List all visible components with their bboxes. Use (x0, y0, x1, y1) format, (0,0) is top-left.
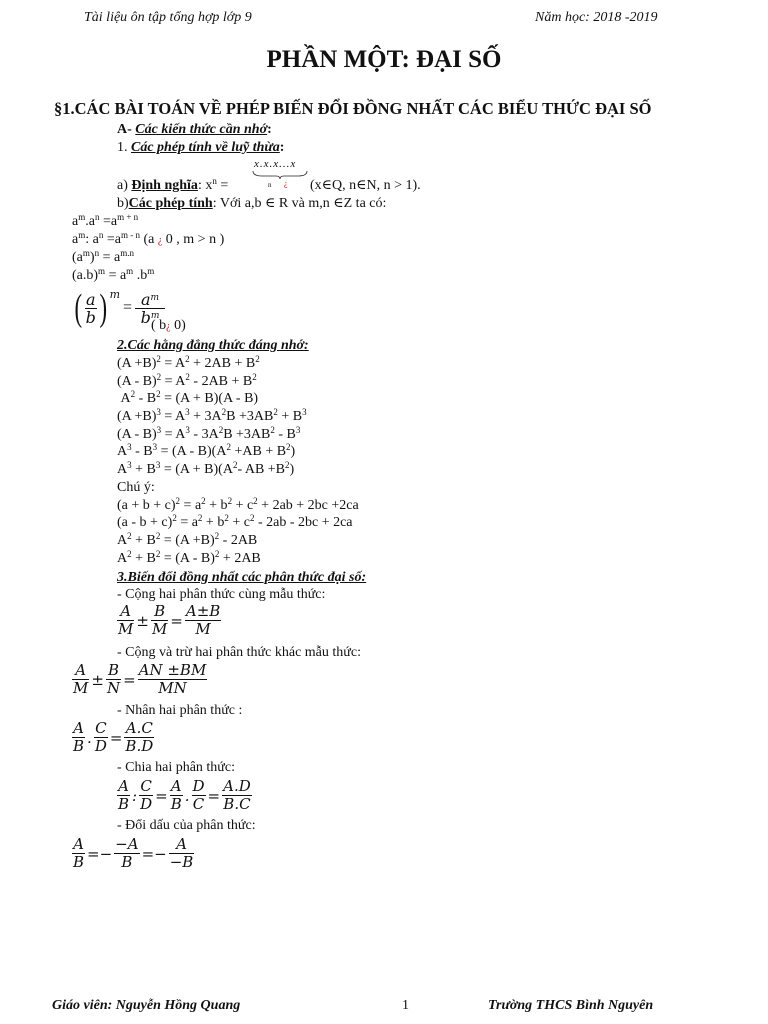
definition-condition: (x∈Q, n∈N, n > 1). (310, 178, 421, 193)
identity-line: $(a - b + c)^2 = a^2 + b^2 + c^2 - 2ab - 2bc + 2ca$ (117, 513, 353, 531)
identity-line: $A^2 + B^2 = (A - B)^2 + 2AB$ (117, 548, 261, 566)
footer-teacher: Giáo viên: Nguyễn Hồng Quang (52, 998, 241, 1013)
identity-line: $A^3 - B^3 = (A - B)(A^2 +AB + B^2)$ (117, 442, 296, 460)
identity-line: Chú ý: (117, 479, 155, 495)
identity-line: $A^2 + B^2 = (A +B)^2 - 2AB$ (117, 530, 258, 548)
sign-label: - Đổi dấu của phân thức: (117, 818, 256, 833)
mul-label: - Nhân hai phân thức : (117, 703, 243, 718)
sub1-heading: 1. Các phép tính về luỹ thừa: (117, 140, 285, 155)
identity-line: $A^3 + B^3 = (A + B)(A^2-$ AB $+B^2$) (117, 460, 295, 478)
sub3-heading: 3.Biến đổi đồng nhất các phân thức đại số: (117, 570, 367, 585)
part-a-heading: A- Các kiến thức cần nhớ: (117, 122, 272, 137)
div-label: - Chia hai phân thức: (117, 760, 236, 775)
diff-denom-label: - Cộng và trừ hai phân thức khác mẫu thức: (117, 645, 361, 660)
footer-page-number: 1 (402, 998, 409, 1013)
identity-line: $(A +B)^2 = A^2 + 2AB + B^2$ (117, 354, 260, 371)
div-formula: $\frac{A}{B}$ : $\frac{C}{D}$ = $\frac{A}{B}$ . $\frac{D}{C}$ = $\frac{A.D}{B.C}$ (118, 777, 251, 813)
identity-list (117, 356, 359, 568)
power-rule-5-condition: ( b¿ 0) (151, 318, 186, 333)
same-denom-label: - Cộng hai phân thức cùng mẫu thức: (117, 587, 326, 602)
ops-heading: b)Các phép tính: Với a,b ∈ R và m,n ∈Z ta có: (117, 196, 387, 211)
header-left: Tài liệu ôn tập tổng hợp lớp 9 (84, 10, 252, 25)
sign-formula: $\frac{A}{B}$ =− $\frac{-A}{B}$ =− $\frac{A}{-B}$ (73, 835, 194, 871)
same-denom-formula: $\frac{A}{M}$ ± $\frac{B}{M}$ = $\frac{A\pm B}{M}$ (118, 602, 221, 638)
identity-line: $(A +B)^3 = A^3 + 3A^2B +3AB^2 + B^3$ (117, 407, 307, 425)
definition-line: a) Định nghĩa: $x^n$ = (117, 176, 229, 193)
identity-line: $(A - B)^3 = A^3 - 3A^2B +3AB^2 - B^3$ (117, 424, 301, 442)
section-title: §1.CÁC BÀI TOÁN VỀ PHÉP BIẾN ĐỔI ĐỒNG NHẤT CÁC BIỂU THỨC ĐẠI SỐ (54, 99, 652, 118)
brace-n: n (268, 181, 272, 189)
underbrace-icon (252, 170, 308, 180)
brace-mark: ¿ (284, 179, 288, 188)
power-rule-1: $a^m.a^n =a^{m + n}$ (72, 212, 139, 229)
identity-line: $(A - B)^2 = A^2 - 2AB + B^2$ (117, 371, 257, 389)
power-rule-2: $a^m$: $a^n =a^{m - n}$ (a ¿ 0 , m > n ) (72, 230, 225, 247)
identity-line: $A^2 - B^2 = (A + B)(A - B)$ (117, 389, 259, 407)
page-title: PHẦN MỘT: ĐẠI SỐ (266, 46, 502, 73)
power-rule-4: $(a.b)^m = a^m$ $.b^m$ (72, 266, 155, 283)
power-rule-5: ( $\frac{a}{b}$ ) m = $\frac{a^m}{b^m}$ (72, 286, 165, 330)
brace-top-text: x.x.x...x (254, 158, 297, 170)
sub2-heading: 2.Các hằng đẳng thức đáng nhớ: (117, 338, 309, 353)
identity-line: $(a + b + c)^2 = a^2 + b^2 + c^2 + 2ab + 2bc +2ca$ (117, 495, 359, 513)
mul-formula: $\frac{A}{B}$ . $\frac{C}{D}$ = $\frac{A.C}{B.D}$ (73, 719, 154, 755)
power-rule-3: $(a^m)^n = a^{m.n}$ (72, 248, 134, 265)
header-right: Năm học: 2018 -2019 (535, 10, 658, 25)
footer-school: Trường THCS Bình Nguyên (488, 998, 654, 1013)
diff-denom-formula: $\frac{A}{M}$ ± $\frac{B}{N}$ = $\frac{AN \pm BM}{MN}$ (73, 661, 207, 697)
